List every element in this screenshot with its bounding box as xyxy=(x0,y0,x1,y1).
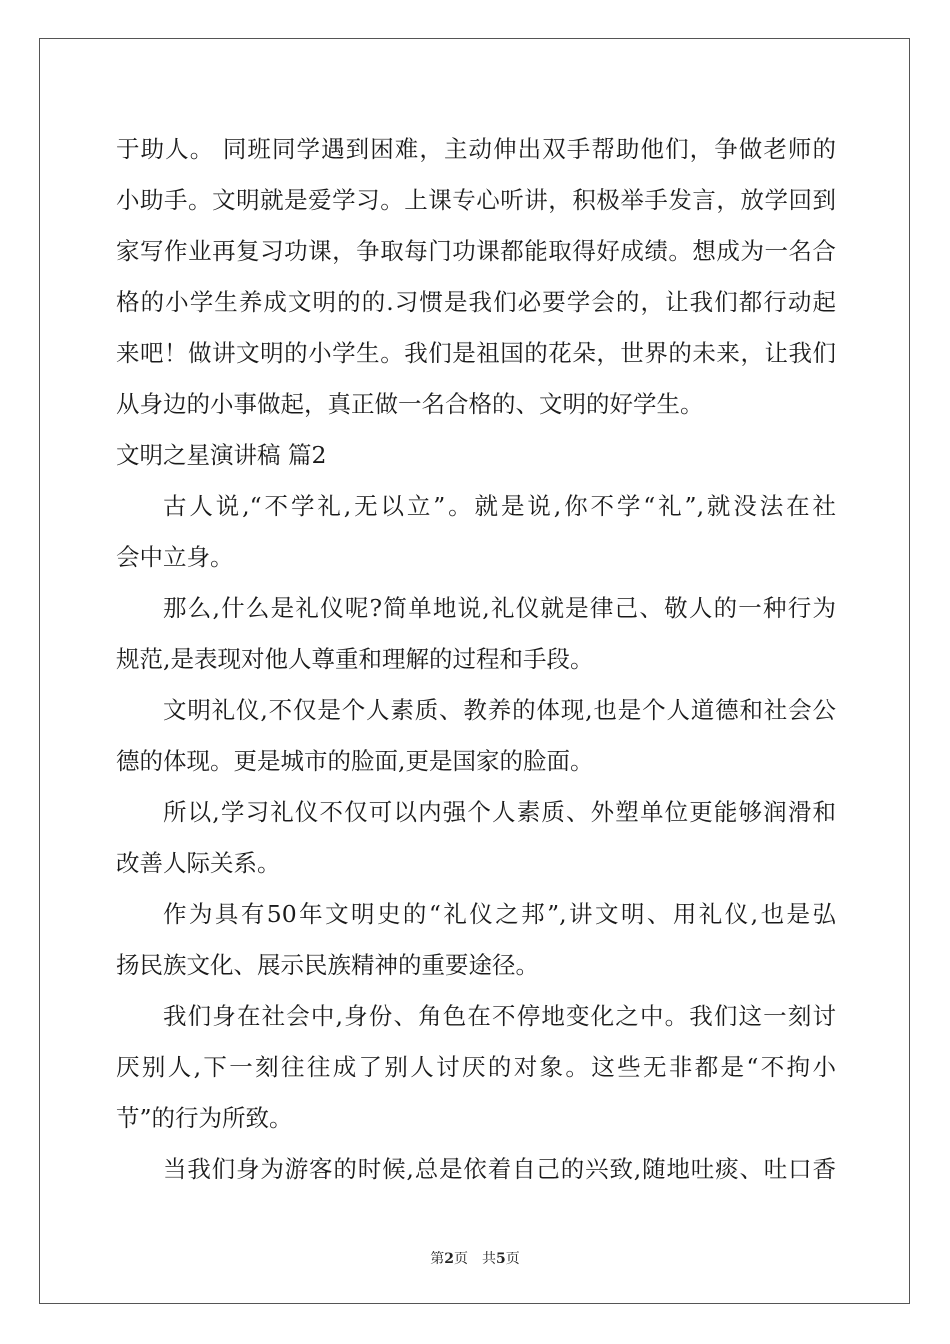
section-heading: 文明之星演讲稿 篇2 xyxy=(116,441,327,469)
footer-mid: 页 共 xyxy=(454,1251,496,1267)
text-line: 家写作业再复习功课，争取每门功课都能取得好成绩。想成为一名合 xyxy=(116,237,836,265)
text-line: 作为具有50年文明史的“礼仪之邦”,讲文明、用礼仪,也是弘 xyxy=(163,900,836,928)
text-line: 来吧！做讲文明的小学生。我们是祖国的花朵，世界的未来，让我们 xyxy=(116,339,836,367)
document-body xyxy=(116,124,836,1195)
footer-current-page: 2 xyxy=(444,1251,454,1267)
text-line: 所以,学习礼仪不仅可以内强个人素质、外塑单位更能够润滑和 xyxy=(163,798,836,826)
text-line: 格的小学生养成文明的的.习惯是我们必要学会的，让我们都行动起 xyxy=(116,288,836,316)
text-line: 规范,是表现对他人尊重和理解的过程和手段。 xyxy=(116,645,594,673)
text-line: 节”的行为所致。 xyxy=(116,1104,293,1132)
text-line: 古人说,“不学礼,无以立”。就是说,你不学“礼”,就没法在社 xyxy=(163,492,836,520)
text-line: 小助手。文明就是爱学习。上课专心听讲，积极举手发言，放学回到 xyxy=(116,186,836,214)
footer-prefix: 第 xyxy=(430,1251,445,1267)
footer-total-pages: 5 xyxy=(496,1251,506,1267)
text-line: 当我们身为游客的时候,总是依着自己的兴致,随地吐痰、吐口香 xyxy=(163,1155,836,1183)
text-line: 厌别人,下一刻往往成了别人讨厌的对象。这些无非都是“不拘小 xyxy=(116,1053,836,1081)
text-line: 于助人。 同班同学遇到困难，主动伸出双手帮助他们，争做老师的 xyxy=(116,135,836,163)
text-line: 改善人际关系。 xyxy=(116,849,281,877)
text-line: 从身边的小事做起，真正做一名合格的、文明的好学生。 xyxy=(116,390,704,418)
footer-suffix: 页 xyxy=(505,1251,520,1267)
text-line: 那么,什么是礼仪呢?简单地说,礼仪就是律己、敬人的一种行为 xyxy=(163,594,836,622)
text-line: 我们身在社会中,身份、角色在不停地变化之中。我们这一刻讨 xyxy=(163,1002,836,1030)
text-line: 扬民族文化、展示民族精神的重要途径。 xyxy=(116,951,539,979)
page-footer xyxy=(0,1248,950,1268)
text-line: 会中立身。 xyxy=(116,543,234,571)
text-line: 文明礼仪,不仅是个人素质、教养的体现,也是个人道德和社会公 xyxy=(163,696,836,724)
text-line: 德的体现。更是城市的脸面,更是国家的脸面。 xyxy=(116,747,594,775)
